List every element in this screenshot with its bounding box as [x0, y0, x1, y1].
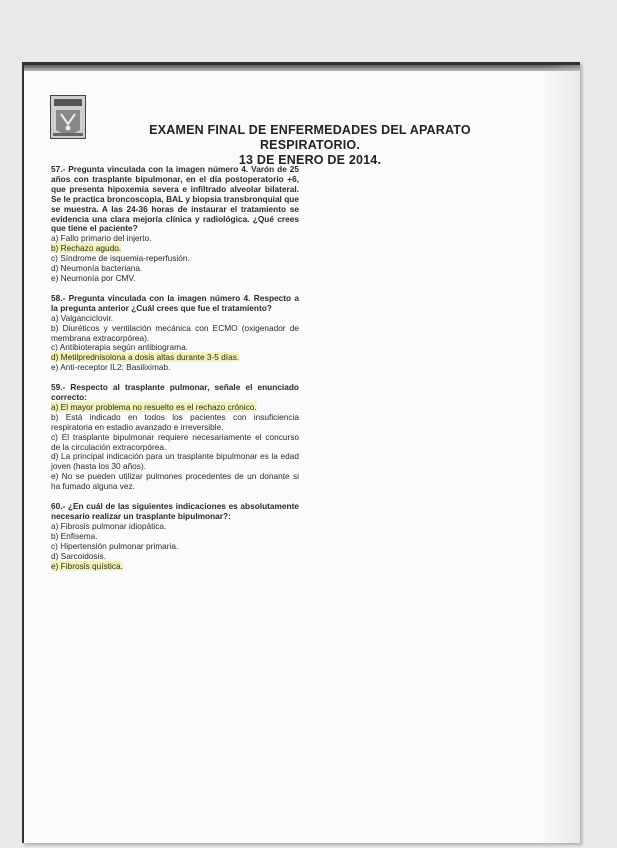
option-b: b) Diuréticos y ventilación mecánica con ECMO (oxigenador de membrana extracorpórea).	[51, 322, 299, 343]
option-a: a) Valganciclovir.	[51, 312, 114, 323]
option-d: d) Sarcoidosis.	[51, 550, 106, 561]
scan-top-border	[24, 65, 580, 71]
university-logo	[50, 95, 86, 139]
option-b: b) Está indicado en todos los pacientes con insuficiencia respiratoria en estadio avanzado e irreversible.	[51, 411, 299, 432]
option-c: c) El trasplante bipulmonar requiere necesariamente el concurso de la circulación extracorpórea.	[51, 431, 299, 452]
exam-title-line2: 13 DE ENERO DE 2014.	[238, 153, 382, 167]
option-e-highlighted: e) Fibrosis quística.	[51, 560, 123, 571]
option-d: d) La principal indicación para un trasplante bipulmonar es la edad joven (hasta los 30 años).	[51, 451, 299, 472]
question-stem: 57.- Pregunta vinculada con la imagen número 4. Varón de 25 años con trasplante bipulmonar, en el día postoperatorio +6, que presenta hipoxemia severa e infiltrado alveolar bilateral. Se le practica broncoscopia, BAL y biopsia transbronquial que se muestra. A las 24-36 horas de instaurar el tratamiento se evidencia una clara mejoría clínica y radiológica. ¿Qué crees que tiene el paciente?	[51, 164, 299, 234]
question-58	[51, 294, 299, 373]
option-a-highlighted: a) El mayor problema no resuelto es el rechazo crónico.	[51, 401, 257, 412]
questions-column	[51, 165, 299, 581]
option-c: c) Síndrome de isquemia-reperfusión.	[51, 253, 190, 264]
option-e: e) Neumonía por CMV.	[51, 272, 136, 283]
university-seal-icon	[51, 96, 85, 138]
question-stem: 58.- Pregunta vinculada con la imagen número 4. Respecto a la pregunta anterior ¿Cuál crees que fue el tratamiento?	[51, 292, 299, 313]
option-e: e) No se pueden utilizar pulmones procedentes de un donante si ha fumado alguna vez.	[51, 471, 299, 492]
question-stem: 59.- Respecto al trasplante pulmonar, señale el enunciado correcto:	[51, 382, 299, 403]
question-59	[51, 383, 299, 492]
option-b-highlighted: b) Rechazo agudo.	[51, 243, 122, 254]
exam-title	[100, 123, 520, 168]
option-c: c) Antibioterapia según antibiograma.	[51, 342, 188, 353]
scan-shadow-edge	[540, 65, 580, 843]
question-60	[51, 502, 299, 571]
option-c: c) Hipertensión pulmonar primaria.	[51, 540, 179, 551]
question-57	[51, 165, 299, 284]
exam-page	[22, 62, 580, 843]
question-stem: 60.- ¿En cuál de las siguientes indicaciones es absolutamente necesario realizar un trasplante bipulmonar?:	[51, 501, 299, 521]
option-a: a) Fallo primario del injerto.	[51, 233, 152, 244]
option-d-highlighted: d) Metilprednisolona a dosis altas durante 3-5 días.	[51, 352, 240, 363]
option-b: b) Enfisema.	[51, 530, 98, 541]
option-a: a) Fibrosis pulmonar idiopática.	[51, 520, 167, 531]
option-d: d) Neumonía bacteriana.	[51, 263, 143, 274]
option-e: e) Anti-receptor IL2: Basiliximab.	[51, 362, 171, 373]
exam-title-line1: EXAMEN FINAL DE ENFERMEDADES DEL APARATO RESPIRATORIO.	[149, 123, 471, 152]
